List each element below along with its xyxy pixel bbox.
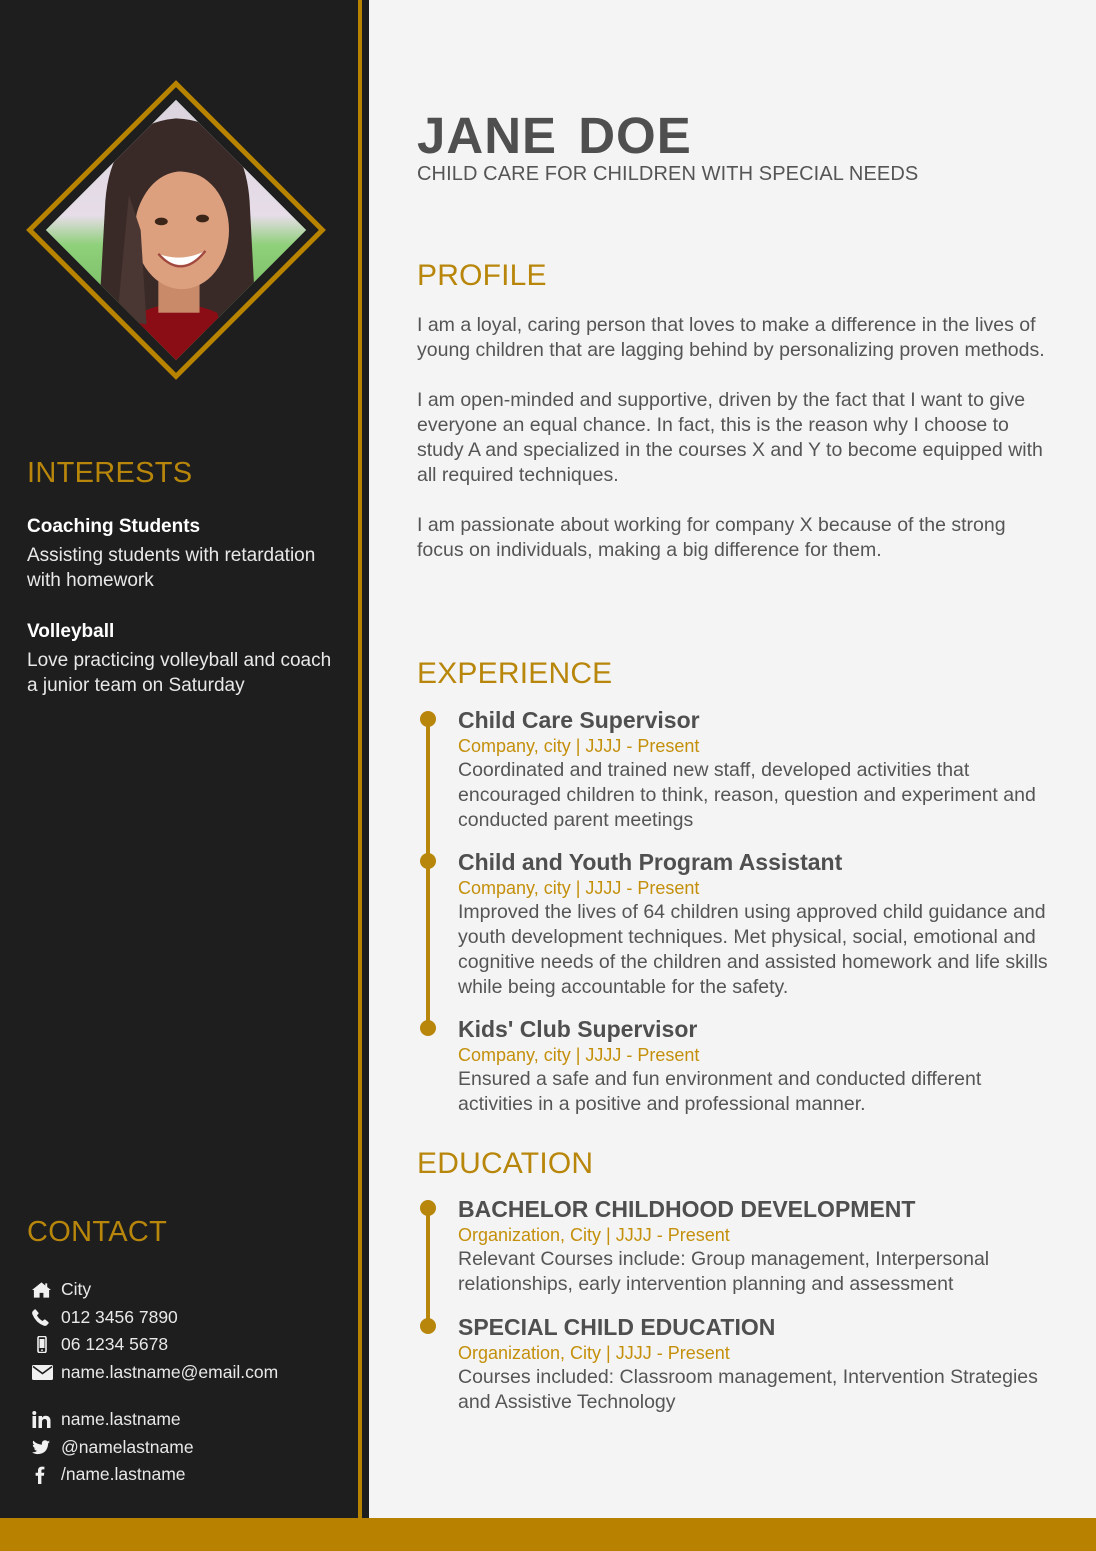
timeline-dot	[420, 853, 436, 869]
job-meta: Company, city | JJJJ - Present	[458, 878, 700, 898]
contact-email-text: name.lastname@email.com	[61, 1361, 279, 1382]
linkedin-icon	[32, 1411, 56, 1429]
profile-paragraph: I am a loyal, caring person that loves to make a difference in the lives of young children that are lagging behind by personalizing proven methods.	[417, 314, 1045, 361]
contact-item-linkedin[interactable]	[32, 1406, 352, 1434]
contact-linkedin-text: name.lastname	[61, 1409, 181, 1430]
job-description: Coordinated and trained new staff, developed activities that encouraged children to think, reason, question and experiment and conducted parent meetings	[458, 759, 1036, 831]
education-body	[458, 1313, 1058, 1415]
interest-title: Coaching Students	[27, 516, 201, 537]
profile-section	[417, 313, 1057, 588]
profile-paragraph: I am open-minded and supportive, driven by the fact that I want to give everyone an equal chance. In fact, this is the reason why I choose to study A and specialized in the courses X and Y to become equipped with all required techniques.	[417, 389, 1043, 486]
job-meta: Company, city | JJJJ - Present	[458, 736, 700, 756]
education-body	[458, 1195, 1058, 1297]
profile-heading: PROFILE	[417, 259, 547, 292]
degree-title: BACHELOR CHILDHOOD DEVELOPMENT	[458, 1196, 916, 1222]
candidate-title: CHILD CARE FOR CHILDREN WITH SPECIAL NEEDS	[417, 163, 919, 185]
education-heading: EDUCATION	[417, 1147, 594, 1180]
contact-address-text: City	[61, 1279, 92, 1300]
job-title: Child Care Supervisor	[458, 707, 700, 733]
candidate-name: JANE DOE	[417, 107, 692, 164]
contact-item-phone[interactable]	[32, 1304, 352, 1332]
interest-item	[27, 619, 347, 698]
job-meta: Company, city | JJJJ - Present	[458, 1045, 700, 1065]
timeline-dot	[420, 1318, 436, 1334]
footer-accent-bar	[0, 1518, 1096, 1551]
mobile-icon	[32, 1336, 56, 1354]
twitter-icon	[32, 1438, 56, 1456]
profile-paragraph: I am passionate about working for company X because of the strong focus on individuals, making a big difference for them.	[417, 514, 1006, 561]
interest-description: Love practicing volleyball and coach a junior team on Saturday	[27, 650, 332, 696]
contact-mobile-text: 06 1234 5678	[61, 1334, 169, 1355]
timeline-dot	[420, 711, 436, 727]
timeline-line	[426, 1208, 430, 1326]
experience-body	[458, 1015, 1058, 1117]
interest-description: Assisting students with retardation with homework	[27, 545, 316, 591]
home-icon	[32, 1281, 56, 1299]
envelope-icon	[32, 1363, 56, 1381]
experience-body	[458, 848, 1058, 1000]
job-description: Ensured a safe and fun environment and conducted different activities in a positive and professional manner.	[458, 1068, 982, 1115]
facebook-icon	[32, 1466, 56, 1484]
degree-meta: Organization, City | JJJJ - Present	[458, 1343, 730, 1363]
experience-heading: EXPERIENCE	[417, 657, 613, 690]
degree-meta: Organization, City | JJJJ - Present	[458, 1225, 730, 1245]
job-description: Improved the lives of 64 children using approved child guidance and youth development techniques. Met physical, social, emotional and cognitive needs of the children and assisted homework and life skills while being accountable for the safety.	[458, 901, 1048, 998]
degree-description: Relevant Courses include: Group management, Interpersonal relationships, early intervention planning and assessment	[458, 1248, 990, 1295]
contact-facebook-text: /name.lastname	[61, 1464, 186, 1485]
contact-list	[32, 1276, 352, 1489]
contact-item-twitter[interactable]	[32, 1434, 352, 1462]
job-title: Kids' Club Supervisor	[458, 1016, 698, 1042]
contact-item-mobile[interactable]	[32, 1331, 352, 1359]
contact-heading: CONTACT	[27, 1216, 168, 1248]
interest-title: Volleyball	[27, 621, 115, 642]
interests-heading: INTERESTS	[27, 457, 193, 489]
contact-item-email[interactable]	[32, 1359, 352, 1387]
contact-twitter-text: @namelastname	[61, 1436, 194, 1457]
degree-description: Courses included: Classroom management, Intervention Strategies and Assistive Technology	[458, 1366, 1038, 1413]
experience-body	[458, 706, 1058, 833]
contact-item-facebook[interactable]	[32, 1461, 352, 1489]
timeline-line	[426, 719, 430, 1028]
interest-item	[27, 514, 347, 593]
contact-phone-text: 012 3456 7890	[61, 1306, 178, 1327]
timeline-dot	[420, 1020, 436, 1036]
sidebar-divider	[358, 0, 362, 1518]
phone-icon	[32, 1308, 56, 1326]
contact-item-address	[32, 1276, 352, 1304]
job-title: Child and Youth Program Assistant	[458, 849, 843, 875]
degree-title: SPECIAL CHILD EDUCATION	[458, 1314, 776, 1340]
contact-spacer	[32, 1386, 352, 1406]
timeline-dot	[420, 1200, 436, 1216]
